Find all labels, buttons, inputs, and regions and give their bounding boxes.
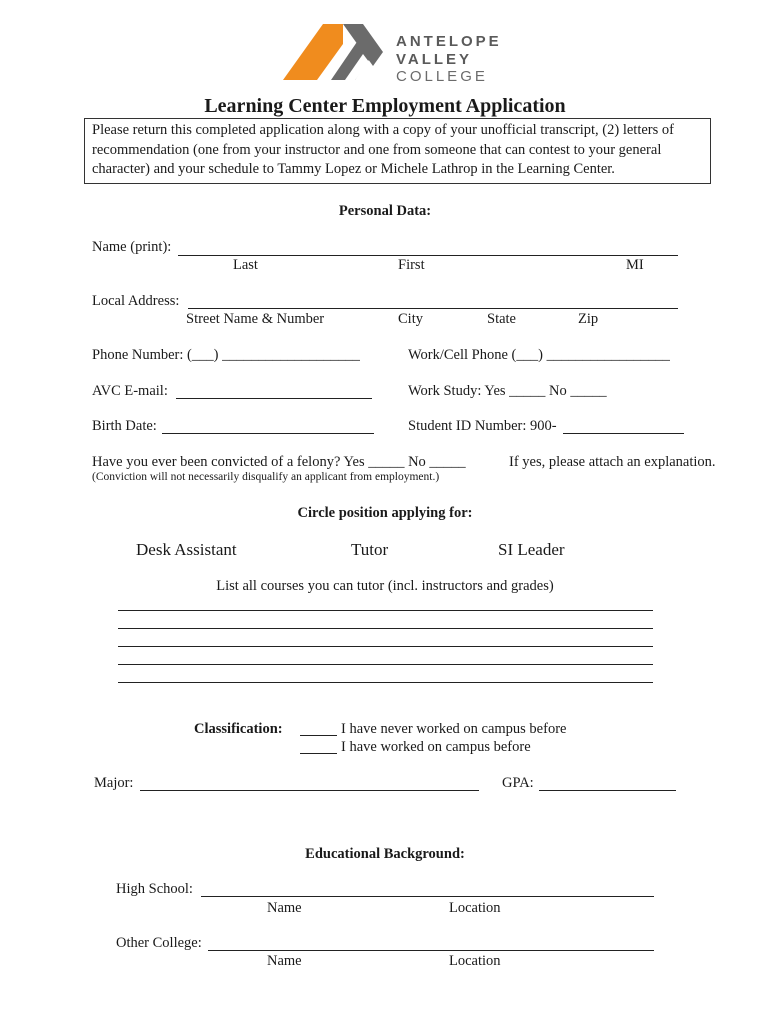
address-sub-city: City [398, 311, 423, 327]
address-sub-street: Street Name & Number [186, 311, 325, 327]
courses-line-1[interactable] [118, 610, 653, 611]
courses-line-4[interactable] [118, 664, 653, 665]
felony-question[interactable]: Have you ever been convicted of a felony? Yes _____ No _____ [92, 454, 466, 470]
classification-option-1: I have never worked on campus before [341, 721, 567, 737]
major-field[interactable] [140, 790, 479, 791]
gpa-label: GPA: [502, 775, 534, 791]
courses-line-3[interactable] [118, 646, 653, 647]
felony-note: If yes, please attach an explanation. [509, 454, 716, 470]
other-college-sub-location: Location [449, 953, 501, 969]
student-id-label: Student ID Number: 900- [408, 418, 557, 434]
email-label: AVC E-mail: [92, 383, 168, 399]
high-school-sub-location: Location [449, 900, 501, 916]
instructions-text: Please return this completed application along with a copy of your unofficial transcript, (2) letters of recommendation (one from your instructor and one from someone that can contest to your general character) and your schedule to Tammy Lopez or Michele Lathrop in the Learning Center. [92, 122, 674, 177]
classification-option-2: I have worked on campus before [341, 739, 531, 755]
position-si-leader[interactable]: SI Leader [498, 540, 565, 559]
gpa-field[interactable] [539, 790, 676, 791]
birth-date-field[interactable] [162, 433, 374, 434]
classification-blank-1[interactable] [300, 735, 337, 736]
position-heading: Circle position applying for: [297, 505, 473, 521]
name-field[interactable] [178, 255, 678, 256]
courses-line-2[interactable] [118, 628, 653, 629]
high-school-field[interactable] [201, 896, 654, 897]
education-heading: Educational Background: [305, 846, 465, 862]
courses-line-5[interactable] [118, 682, 653, 683]
position-desk-assistant[interactable]: Desk Assistant [136, 540, 237, 559]
email-field[interactable] [176, 398, 372, 399]
student-id-field[interactable] [563, 433, 684, 434]
name-sub-last: Last [233, 257, 258, 273]
major-label: Major: [94, 775, 134, 791]
college-logo [283, 22, 502, 90]
classification-label: Classification: [194, 721, 283, 737]
birth-date-label: Birth Date: [92, 418, 157, 434]
logo-line-2: VALLEY [396, 51, 473, 68]
other-college-field[interactable] [208, 950, 654, 951]
work-study-field[interactable]: Work Study: Yes _____ No _____ [408, 383, 607, 399]
logo-line-3: COLLEGE [396, 68, 488, 85]
courses-label: List all courses you can tutor (incl. instructors and grades) [216, 578, 554, 594]
address-sub-state: State [487, 311, 516, 327]
classification-blank-2[interactable] [300, 753, 337, 754]
cell-phone-field[interactable]: Work/Cell Phone (___) _________________ [408, 347, 670, 363]
page-title: Learning Center Employment Application [204, 95, 566, 117]
high-school-label: High School: [116, 881, 193, 897]
name-sub-mi: MI [626, 257, 644, 273]
high-school-sub-name: Name [267, 900, 302, 916]
name-sub-first: First [398, 257, 425, 273]
logo-mark-icon [283, 22, 393, 90]
address-label: Local Address: [92, 293, 180, 309]
other-college-sub-name: Name [267, 953, 302, 969]
name-label: Name (print): [92, 239, 172, 255]
phone-field[interactable]: Phone Number: (___) ___________________ [92, 347, 360, 363]
conviction-note: (Conviction will not necessarily disqualify an applicant from employment.) [92, 471, 440, 483]
logo-line-1: ANTELOPE [396, 33, 502, 50]
position-tutor[interactable]: Tutor [351, 540, 389, 559]
address-field[interactable] [188, 308, 678, 309]
instructions-box [84, 118, 711, 184]
other-college-label: Other College: [116, 935, 202, 951]
address-sub-zip: Zip [578, 311, 599, 327]
personal-data-heading: Personal Data: [338, 203, 432, 219]
